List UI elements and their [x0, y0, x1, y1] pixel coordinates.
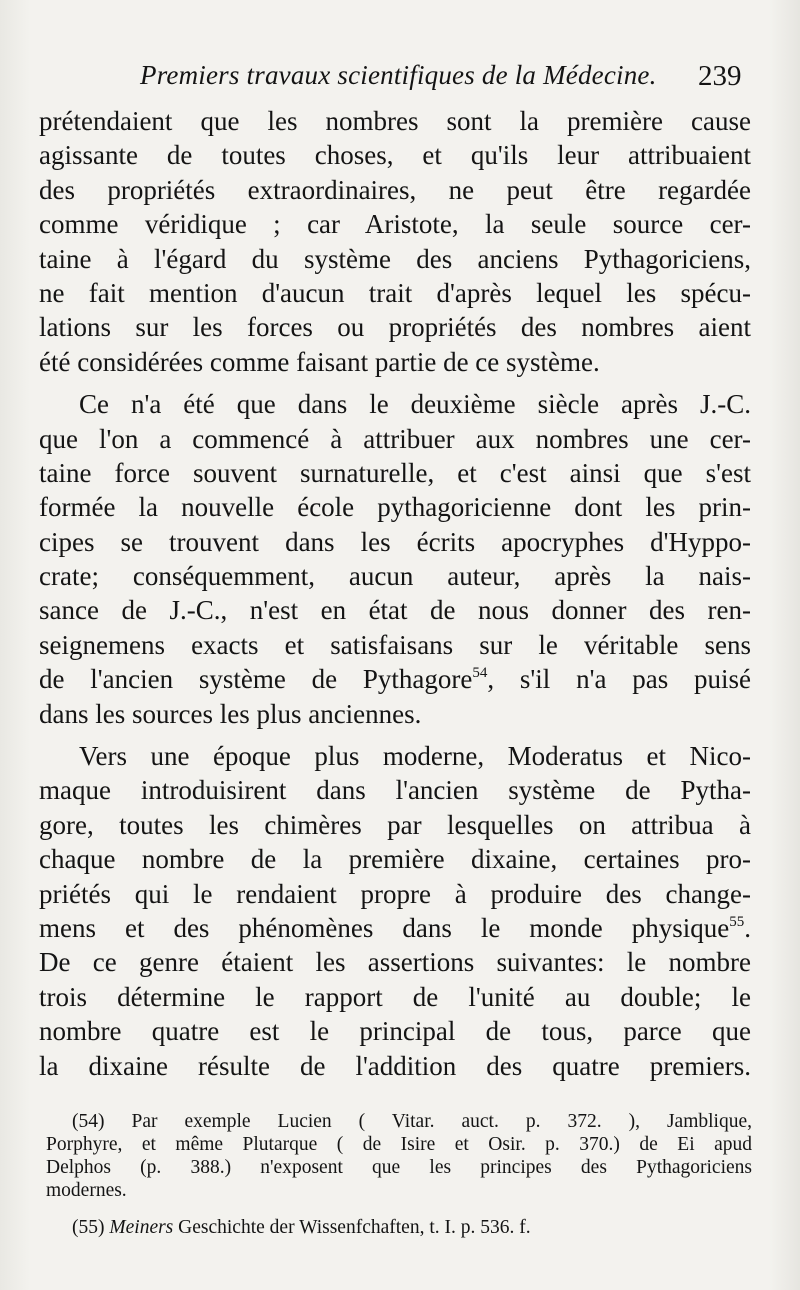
paragraph-3: [39, 739, 751, 1083]
text-line: lations sur les forces ou propriétés des nombres aient: [39, 312, 751, 343]
text-line: agissante de toutes choses, et qu'ils leur attribuaient: [39, 140, 751, 171]
footnote-line: modernes.: [46, 1180, 127, 1201]
text-line: ne fait mention d'aucun trait d'après lequel les spécu-: [39, 277, 751, 308]
text-line: gore, toutes les chimères par lesquelles on attribua à: [39, 809, 751, 840]
text-line: été considérées comme faisant partie de ce système.: [39, 346, 600, 377]
text-line: dans les sources les plus anciennes.: [39, 698, 422, 729]
text-line: trois détermine le rapport de l'unité au double; le: [39, 981, 751, 1012]
text-line: maque introduisirent dans l'ancien système de Pytha-: [39, 775, 751, 806]
text-line: crate; conséquemment, aucun auteur, après la nais-: [39, 561, 751, 592]
text-line: De ce genre étaient les assertions suivantes: le nombre: [39, 947, 751, 978]
text-segment: mens et des phénomènes dans le monde physique: [39, 912, 730, 943]
text-segment: , s'il n'a pas puisé: [487, 664, 751, 695]
text-line: [39, 662, 751, 696]
text-line: taine à l'égard du système des anciens Pythagoriciens,: [39, 243, 751, 274]
paragraph-2: [39, 387, 751, 731]
text-line: sance de J.-C., n'est en état de nous donner des ren-: [39, 595, 751, 626]
text-line: prétendaient que les nombres sont la première cause: [39, 106, 751, 136]
paragraph-1: [39, 104, 751, 379]
text-line: que l'on a commencé à attribuer aux nombres une cer-: [39, 423, 751, 454]
footnote-marker: (55): [72, 1217, 105, 1238]
text-line: priétés qui le rendaient propre à produire des change-: [39, 878, 751, 909]
text-line: seignemens exacts et satisfaisans sur le véritable sens: [39, 629, 751, 660]
footnote-line: [46, 1216, 752, 1239]
footnote-line: Porphyre, et même Plutarque ( de Isire et Osir. p. 370.) de Ei apud: [46, 1134, 752, 1155]
footnote-text: Geschichte der Wissenfchaften, t. I. p. 536. f.: [178, 1217, 531, 1238]
footnote-author: Meiners: [109, 1217, 174, 1238]
page-number: 239: [698, 60, 742, 92]
page-header: [0, 60, 800, 100]
footnote-54: [46, 1110, 752, 1202]
text-line: Vers une époque plus moderne, Moderatus et Nico-: [79, 741, 751, 772]
text-line: Ce n'a été que dans le deuxième siècle après J.-C.: [79, 389, 751, 420]
text-line: des propriétés extraordinaires, ne peut être regardée: [39, 174, 751, 205]
text-line: la dixaine résulte de l'addition des quatre premiers.: [39, 1050, 751, 1081]
footnote-55: [46, 1216, 752, 1239]
text-segment: .: [744, 912, 751, 943]
text-line: formée la nouvelle école pythagoricienne dont les prin-: [39, 492, 751, 523]
body-text: [39, 104, 751, 1083]
text-line: taine force souvent surnaturelle, et c'est ainsi que s'est: [39, 457, 751, 488]
text-segment: de l'ancien système de Pythagore: [39, 664, 473, 695]
text-line: comme véridique ; car Aristote, la seule source cer-: [39, 209, 751, 240]
text-line: nombre quatre est le principal de tous, parce que: [39, 1016, 751, 1047]
footnote-ref-55[interactable]: 55: [729, 913, 745, 930]
footnote-ref-54[interactable]: 54: [472, 665, 488, 682]
text-line: cipes se trouvent dans les écrits apocryphes d'Hyppo-: [39, 526, 751, 557]
text-line: [39, 911, 751, 945]
footnote-line: (54) Par exemple Lucien ( Vitar. auct. p. 372. ), Jamblique,: [72, 1111, 752, 1132]
text-line: chaque nombre de la première dixaine, certaines pro-: [39, 844, 751, 875]
footnote-line: Delphos (p. 388.) n'exposent que les principes des Pythagoriciens: [46, 1157, 752, 1178]
footnotes: [46, 1110, 752, 1239]
running-title: Premiers travaux scientifiques de la Médecine.: [140, 60, 657, 90]
